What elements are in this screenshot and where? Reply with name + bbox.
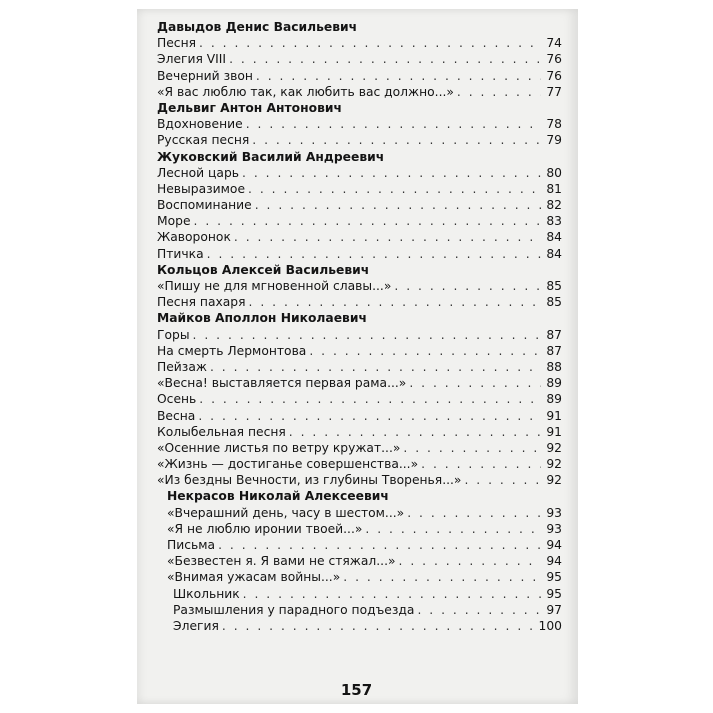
- entry-title: Вечерний звон: [157, 68, 253, 83]
- entry-page: 91: [546, 408, 562, 423]
- author-heading: Кольцов Алексей Васильевич: [157, 262, 370, 277]
- toc-entry: [157, 132, 562, 148]
- toc-entry: [157, 213, 562, 229]
- entry-title: «Внимая ужасам войны...»: [167, 570, 341, 585]
- dot-leader: [194, 213, 541, 229]
- entry-page: 91: [546, 424, 562, 439]
- toc-entry: [157, 359, 562, 375]
- dot-leader: [248, 181, 541, 197]
- dot-leader: [343, 569, 541, 585]
- entry-title: Пейзаж: [157, 359, 207, 374]
- dot-leader: [199, 35, 541, 51]
- entry-title: «Я не люблю иронии твоей...»: [167, 521, 363, 536]
- entry-title: «Я вас люблю так, как любить вас должно...»: [157, 84, 454, 99]
- toc-entry: [157, 505, 562, 521]
- entry-page: 81: [546, 181, 562, 196]
- entry-title: Элегия VIII: [157, 52, 227, 67]
- dot-leader: [394, 278, 541, 294]
- toc-entry: [157, 246, 562, 262]
- dot-leader: [249, 294, 541, 310]
- toc-entry: [157, 553, 562, 569]
- entry-title: Воспоминание: [157, 198, 252, 213]
- entry-title: Размышления у парадного подъезда: [173, 602, 415, 617]
- entry-title: Невыразимое: [157, 181, 246, 196]
- dot-leader: [365, 521, 541, 537]
- toc-entry: [157, 424, 562, 440]
- entry-page: 92: [546, 457, 562, 472]
- entry-page: 93: [546, 505, 562, 520]
- toc-entry: [157, 391, 562, 407]
- toc-entry: [157, 197, 562, 213]
- toc-entry: [157, 375, 562, 391]
- entry-page: 97: [546, 602, 562, 617]
- toc-entry: [157, 294, 562, 310]
- entry-title: Вдохновение: [157, 117, 243, 132]
- toc-entry: [157, 456, 562, 472]
- entry-title: Горы: [157, 327, 190, 342]
- entry-page: 74: [546, 36, 562, 51]
- toc-entry: [157, 586, 562, 602]
- dot-leader: [407, 505, 541, 521]
- entry-page: 95: [546, 586, 562, 601]
- dot-leader: [246, 116, 541, 132]
- toc-entry: [157, 116, 562, 132]
- dot-leader: [210, 359, 541, 375]
- toc-entry: [157, 440, 562, 456]
- dot-leader: [421, 456, 541, 472]
- entry-title: Лесной царь: [157, 165, 239, 180]
- dot-leader: [289, 424, 541, 440]
- dot-leader: [399, 553, 541, 569]
- toc-entry: [157, 229, 562, 245]
- toc-entry: [157, 521, 562, 537]
- table-of-contents: [157, 19, 562, 634]
- toc-entry: [157, 51, 562, 67]
- dot-leader: [256, 68, 541, 84]
- toc-entry: [157, 408, 562, 424]
- dot-leader: [193, 327, 541, 343]
- author-heading: Майков Аполлон Николаевич: [157, 311, 367, 326]
- dot-leader: [207, 246, 541, 262]
- entry-title: «Безвестен я. Я вами не стяжал...»: [167, 554, 396, 569]
- toc-entry: [157, 327, 562, 343]
- entry-title: Колыбельная песня: [157, 424, 286, 439]
- entry-page: 80: [546, 165, 562, 180]
- entry-page: 95: [546, 570, 562, 585]
- entry-title: «Вчерашний день, часу в шестом...»: [167, 505, 405, 520]
- dot-leader: [255, 197, 541, 213]
- entry-page: 89: [546, 376, 562, 391]
- dot-leader: [229, 51, 541, 67]
- dot-leader: [234, 229, 541, 245]
- dot-leader: [218, 537, 541, 553]
- dot-leader: [222, 618, 536, 634]
- entry-title: Жаворонок: [157, 230, 231, 245]
- entry-title: Русская песня: [157, 133, 250, 148]
- dot-leader: [252, 132, 541, 148]
- dot-leader: [309, 343, 541, 359]
- dot-leader: [457, 84, 541, 100]
- dot-leader: [198, 408, 541, 424]
- entry-page: 76: [546, 68, 562, 83]
- entry-page: 94: [546, 554, 562, 569]
- entry-page: 88: [546, 359, 562, 374]
- entry-page: 100: [538, 618, 562, 633]
- entry-page: 92: [546, 440, 562, 455]
- entry-page: 94: [546, 538, 562, 552]
- entry-title: Письма: [167, 538, 216, 552]
- toc-entry: [157, 68, 562, 84]
- dot-leader: [199, 391, 541, 407]
- entry-page: 76: [546, 52, 562, 67]
- entry-title: «Весна! выставляется первая рама...»: [157, 376, 407, 391]
- entry-page: 77: [546, 84, 562, 99]
- dot-leader: [417, 602, 541, 618]
- toc-entry: [157, 472, 562, 488]
- author-heading: Дельвиг Антон Антонович: [157, 100, 342, 115]
- dot-leader: [403, 440, 541, 456]
- entry-title: На смерть Лермонтова: [157, 343, 307, 358]
- entry-page: 82: [546, 198, 562, 213]
- entry-title: Школьник: [173, 586, 240, 601]
- entry-title: «Пишу не для мгновенной славы...»: [157, 279, 392, 293]
- entry-title: «Осенние листья по ветру кружат...»: [157, 440, 401, 455]
- toc-entry: [157, 569, 562, 585]
- entry-title: Элегия: [173, 618, 219, 633]
- page-number: 157: [340, 681, 373, 699]
- dot-leader: [242, 165, 541, 181]
- entry-page: 79: [546, 133, 562, 148]
- entry-page: 83: [546, 214, 562, 229]
- entry-title: Весна: [157, 408, 196, 423]
- entry-title: Песня пахаря: [157, 295, 246, 310]
- entry-page: 85: [546, 295, 562, 310]
- toc-entry: [157, 165, 562, 181]
- dot-leader: [409, 375, 541, 391]
- entry-page: 87: [546, 327, 562, 342]
- entry-page: 84: [546, 246, 562, 261]
- entry-page: 84: [546, 230, 562, 245]
- toc-entry: [157, 537, 562, 553]
- toc-entry: [157, 181, 562, 197]
- entry-page: 93: [546, 521, 562, 536]
- entry-title: Море: [157, 214, 191, 229]
- toc-entry: [157, 84, 562, 100]
- toc-entry: [157, 35, 562, 51]
- toc-entry: [157, 278, 562, 294]
- entry-title: Осень: [157, 392, 197, 407]
- author-heading: Давыдов Денис Васильевич: [157, 20, 358, 34]
- author-heading: Жуковский Василий Андреевич: [157, 149, 385, 164]
- entry-title: Песня: [157, 36, 197, 51]
- entry-page: 78: [546, 117, 562, 132]
- toc-entry: [157, 343, 562, 359]
- entry-page: 89: [546, 392, 562, 407]
- entry-page: 92: [546, 473, 562, 488]
- entry-title: Птичка: [157, 246, 204, 261]
- author-heading: Некрасов Николай Алексеевич: [167, 489, 389, 504]
- dot-leader: [243, 586, 541, 602]
- entry-title: «Из бездны Вечности, из глубины Творенья...»: [157, 473, 462, 488]
- dot-leader: [464, 472, 541, 488]
- toc-entry: [157, 602, 562, 618]
- toc-entry: [157, 618, 562, 634]
- entry-title: «Жизнь — достиганье совершенства...»: [157, 457, 419, 472]
- entry-page: 87: [546, 343, 562, 358]
- entry-page: 85: [546, 279, 562, 293]
